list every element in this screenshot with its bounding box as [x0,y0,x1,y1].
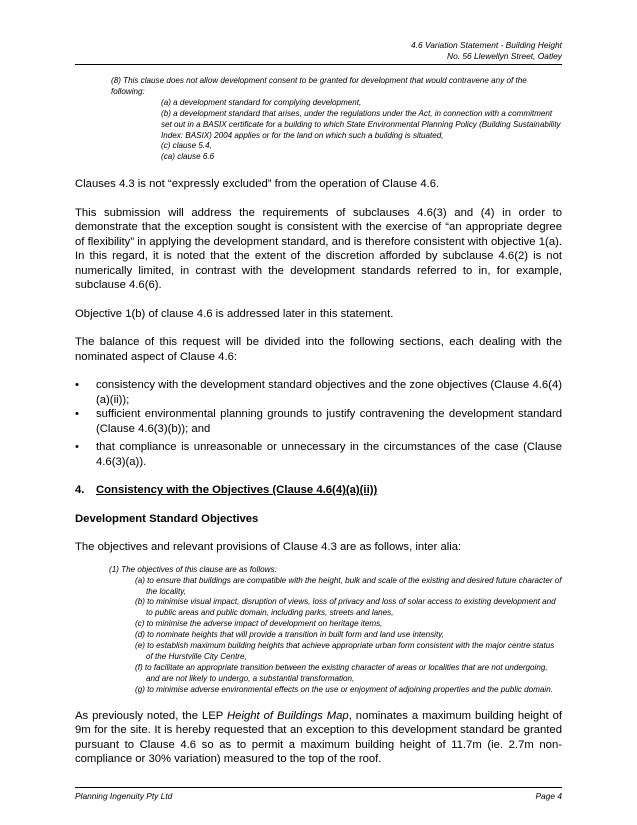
paragraph: Objective 1(b) of clause 4.6 is addressed later in this statement. [75,307,394,320]
list-item: • consistency with the development standard objectives and the zone objectives (Clause 4.6(4)(a)(ii)); [75,378,562,407]
paragraph [75,709,562,767]
quote-item: (c) clause 5.4, [161,141,212,151]
objective-item: (g) to minimise adverse environmental effects on the use or enjoyment of adjoining properties and the public domain. [135,684,553,694]
header-divider [75,64,562,65]
paragraph: This submission will address the requirements of subclauses 4.6(3) and (4) in order to demonstrate that the exception sought is consistent with the exercise of “an appropriate degree of flexibility” in applying the development standard, and is therefore consistent with objective 1(a). In this regard, it is noted that the extent of the discretion afforded by subclause 4.6(2) is not numerically limited, in contrast with the development standards referred to in, for example, subclause 4.6(6). [75,206,562,292]
page-header [411,40,562,62]
quoted-clause-8 [111,76,562,163]
quote-sublist [161,98,562,163]
objectives-list [122,576,562,696]
footer-divider [75,787,562,788]
list-item: • sufficient environmental planning grounds to justify contravening the development standard (Clause 4.6(3)(b)); and [75,407,562,436]
quote-item: (ca) clause 6.6 [161,152,215,162]
paragraph-text: As previously noted, the LEP [75,709,227,722]
paragraph-text: , nominates a maximum building height of 9m for the site. It is hereby requested that an exception to this development standard be granted pursuant to Clause 4.6 so as to permit a maximum building height of 11.7m (ie. 2.7m non-compliance or 30% variation) measured to the top of the roof. [75,709,562,766]
quote-intro: (8) This clause does not allow development consent to be granted for development that would contravene any of the following: [111,76,527,96]
section-heading [75,483,562,498]
section-number: 4. [75,484,85,497]
section-title: Consistency with the Objectives (Clause 4.6(4)(a)(ii)) [96,484,378,497]
quote-item: (a) a development standard for complying development, [161,97,362,107]
objective-item: (a) to ensure that buildings are compatible with the height, bulk and scale of the existing and desired future character of the locality, [135,575,562,596]
paragraph: The objectives and relevant provisions of Clause 4.3 are as follows, inter alia: [75,541,462,554]
map-title: Height of Buildings Map [227,709,349,722]
page-number: Page 4 [535,791,562,801]
bullet-list [75,378,562,469]
quote-lead: (1) The objectives of this clause are as follows: [109,564,277,574]
paragraph: Clauses 4.3 is not “expressly excluded” from the operation of Clause 4.6. [75,178,440,191]
objective-item: (f) to facilitate an appropriate transition between the existing character of areas or localities that are not undergoing, and are not likely to undergo, a substantial transformation, [135,662,548,683]
subheading: Development Standard Objectives [75,512,259,525]
objective-item: (c) to minimise the adverse impact of development on heritage items, [135,619,383,629]
page-body [75,76,562,767]
footer-company: Planning Ingenuity Pty Ltd [75,791,173,801]
objective-item: (e) to establish maximum building heights that achieve appropriate urban form consistent with the major centre status of the Hurstville City Centre, [135,641,555,661]
paragraph: The balance of this request will be divided into the following sections, each dealing with the nominated aspect of Clause 4.6: [75,336,562,363]
header-title: 4.6 Variation Statement - Building Height [411,40,562,50]
quote-item: (b) a development standard that arises, under the regulations under the Act, in connection with a commitment set out in a BASIX certificate for a building to which State Environmental Planning Policy (Building Sustainability Index: BASIX) 2004 applies or for the land on which such a building is situated, [161,108,561,140]
list-item: • that compliance is unreasonable or unnecessary in the circumstances of the case (Clause 4.6(3)(a)). [75,440,562,469]
objective-item: (d) to nominate heights that will provide a transition in built form and land use intensity, [135,630,444,640]
objective-item: (b) to minimise visual impact, disruption of views, loss of privacy and loss of solar access to existing development and to public areas and public domain, including parks, streets and lanes, [135,597,556,618]
header-address: No. 56 Llewellyn Street, Oatley [447,51,562,61]
quoted-objectives [109,565,562,696]
